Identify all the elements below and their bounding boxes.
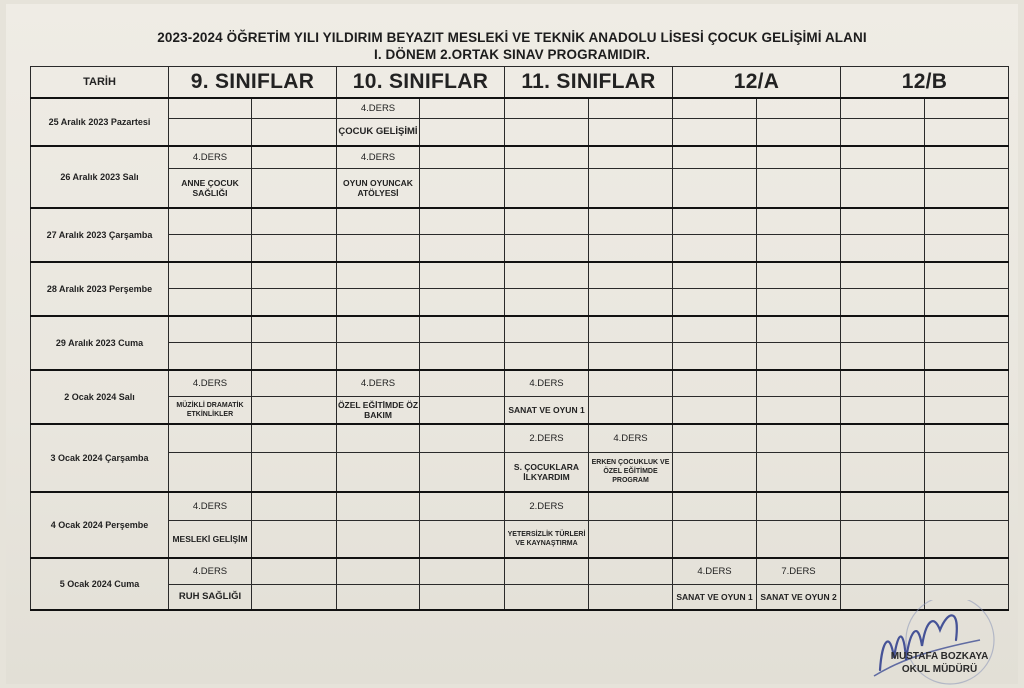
lesson-period-cell (673, 492, 757, 520)
subject-cell (337, 452, 420, 492)
subject-cell (252, 520, 337, 558)
lesson-period-cell (337, 316, 420, 342)
subject-cell (925, 288, 1009, 316)
subject-cell: ÇOCUK GELİŞİMİ (337, 118, 420, 146)
subject-cell (169, 118, 252, 146)
document-subtitle: I. DÖNEM 2.ORTAK SINAV PROGRAMIDIR. (373, 47, 650, 62)
lesson-period-cell: 4.DERS (169, 558, 252, 584)
subject-cell (757, 118, 841, 146)
lesson-period-cell (420, 370, 505, 396)
subject-cell (337, 584, 420, 610)
lesson-period-cell (589, 558, 673, 584)
lesson-period-cell (841, 424, 925, 452)
lesson-period-cell (925, 492, 1009, 520)
subject-cell (505, 168, 589, 208)
lesson-period-cell (505, 316, 589, 342)
subject-cell: S. ÇOCUKLARA İLKYARDIM (505, 452, 589, 492)
subject-cell (673, 118, 757, 146)
subject-cell (841, 168, 925, 208)
subject-cell (420, 118, 505, 146)
subject-cell (841, 452, 925, 492)
subject-cell (841, 234, 925, 262)
subject-cell (757, 168, 841, 208)
subject-cell (757, 234, 841, 262)
subject-cell (757, 342, 841, 370)
subject-cell (673, 396, 757, 424)
lesson-period-cell: 4.DERS (169, 492, 252, 520)
lesson-period-cell (925, 316, 1009, 342)
lesson-period-cell (925, 262, 1009, 288)
subject-cell (252, 288, 337, 316)
date-cell: 2 Ocak 2024 Salı (31, 370, 169, 424)
lesson-period-cell (673, 208, 757, 234)
lesson-period-cell (673, 424, 757, 452)
principal-name: MUSTAFA BOZKAYA (890, 651, 989, 662)
header-class-12b: 12/B (841, 67, 1009, 99)
day-row-bottom (31, 396, 1009, 424)
subject-cell (589, 168, 673, 208)
subject-cell (925, 168, 1009, 208)
date-cell: 3 Ocak 2024 Çarşamba (31, 424, 169, 492)
subject-cell (757, 288, 841, 316)
date-cell: 26 Aralık 2023 Salı (31, 146, 169, 208)
subject-cell (757, 396, 841, 424)
lesson-period-cell (420, 98, 505, 118)
subject-cell (925, 118, 1009, 146)
subject-cell (841, 342, 925, 370)
lesson-period-cell: 4.DERS (337, 146, 420, 168)
subject-cell (925, 234, 1009, 262)
day-row-bottom (31, 234, 1009, 262)
lesson-period-cell (673, 316, 757, 342)
day-row-top (31, 558, 1009, 584)
lesson-period-cell (169, 98, 252, 118)
subject-cell (252, 168, 337, 208)
lesson-period-cell (841, 492, 925, 520)
lesson-period-cell (505, 208, 589, 234)
lesson-period-cell (420, 316, 505, 342)
lesson-period-cell (169, 316, 252, 342)
subject-cell (673, 520, 757, 558)
date-cell: 5 Ocak 2024 Cuma (31, 558, 169, 610)
subject-cell (420, 168, 505, 208)
day-row-top (31, 492, 1009, 520)
subject-cell (420, 520, 505, 558)
subject-cell (252, 234, 337, 262)
day-row-bottom (31, 452, 1009, 492)
lesson-period-cell (505, 146, 589, 168)
subject-cell (925, 342, 1009, 370)
day-row-top (31, 208, 1009, 234)
subject-cell (925, 520, 1009, 558)
subject-cell (420, 396, 505, 424)
subject-cell: YETERSİZLİK TÜRLERİ VE KAYNAŞTIRMA (505, 520, 589, 558)
subject-cell (673, 342, 757, 370)
lesson-period-cell (505, 98, 589, 118)
lesson-period-cell (589, 262, 673, 288)
signature-block (872, 650, 1007, 676)
lesson-period-cell (757, 370, 841, 396)
lesson-period-cell: 2.DERS (505, 424, 589, 452)
subject-cell (420, 584, 505, 610)
lesson-period-cell (757, 98, 841, 118)
subject-cell (505, 584, 589, 610)
day-row-top (31, 98, 1009, 118)
lesson-period-cell (757, 316, 841, 342)
header-class-11: 11. SINIFLAR (505, 67, 673, 99)
subject-cell (505, 288, 589, 316)
lesson-period-cell (252, 146, 337, 168)
lesson-period-cell (673, 262, 757, 288)
day-row-bottom (31, 288, 1009, 316)
lesson-period-cell (589, 316, 673, 342)
subject-cell (169, 288, 252, 316)
lesson-period-cell (589, 146, 673, 168)
lesson-period-cell (420, 424, 505, 452)
subject-cell (420, 234, 505, 262)
lesson-period-cell (925, 208, 1009, 234)
date-cell: 29 Aralık 2023 Cuma (31, 316, 169, 370)
lesson-period-cell (757, 424, 841, 452)
subject-cell: SANAT VE OYUN 1 (505, 396, 589, 424)
lesson-period-cell (673, 370, 757, 396)
header-tarih: TARİH (31, 67, 169, 99)
subject-cell (337, 288, 420, 316)
day-row-bottom (31, 168, 1009, 208)
lesson-period-cell (925, 558, 1009, 584)
lesson-period-cell: 4.DERS (337, 370, 420, 396)
subject-cell (337, 520, 420, 558)
subject-cell (505, 118, 589, 146)
lesson-period-cell (505, 558, 589, 584)
lesson-period-cell (841, 262, 925, 288)
date-cell: 4 Ocak 2024 Perşembe (31, 492, 169, 558)
day-row-top (31, 424, 1009, 452)
lesson-period-cell (757, 492, 841, 520)
subject-cell (589, 288, 673, 316)
lesson-period-cell (925, 370, 1009, 396)
day-row-bottom (31, 520, 1009, 558)
lesson-period-cell: 4.DERS (589, 424, 673, 452)
day-row-bottom (31, 342, 1009, 370)
lesson-period-cell (505, 262, 589, 288)
subject-cell: MÜZİKLİ DRAMATİK ETKİNLİKLER (169, 396, 252, 424)
date-cell: 28 Aralık 2023 Perşembe (31, 262, 169, 316)
lesson-period-cell (757, 208, 841, 234)
lesson-period-cell (841, 316, 925, 342)
subject-cell (589, 396, 673, 424)
day-row-top (31, 146, 1009, 168)
lesson-period-cell (252, 262, 337, 288)
lesson-period-cell (673, 98, 757, 118)
subject-cell (505, 234, 589, 262)
subject-cell (252, 342, 337, 370)
lesson-period-cell: 4.DERS (169, 146, 252, 168)
subject-cell (673, 168, 757, 208)
subject-cell: RUH SAĞLIĞI (169, 584, 252, 610)
lesson-period-cell (337, 558, 420, 584)
lesson-period-cell (589, 208, 673, 234)
lesson-period-cell (841, 98, 925, 118)
subject-cell (673, 234, 757, 262)
subject-cell: MESLEKİ GELİŞİM (169, 520, 252, 558)
subject-cell (169, 342, 252, 370)
document-title: 2023-2024 ÖĞRETİM YILI YILDIRIM BEYAZIT MESLEKİ VE TEKNİK ANADOLU LİSESİ ÇOCUK GELİŞİMİ ALANI (157, 30, 867, 45)
subject-cell (757, 452, 841, 492)
lesson-period-cell: 4.DERS (673, 558, 757, 584)
lesson-period-cell (169, 208, 252, 234)
subject-cell (337, 342, 420, 370)
principal-role: OKUL MÜDÜRÜ (901, 664, 978, 675)
subject-cell (589, 342, 673, 370)
lesson-period-cell (841, 208, 925, 234)
day-row-bottom (31, 118, 1009, 146)
lesson-period-cell (252, 558, 337, 584)
subject-cell: OYUN OYUNCAK ATÖLYESİ (337, 168, 420, 208)
subject-cell (252, 118, 337, 146)
subject-cell (925, 396, 1009, 424)
subject-cell (505, 342, 589, 370)
subject-cell (169, 234, 252, 262)
day-row-top (31, 316, 1009, 342)
day-row-top (31, 262, 1009, 288)
lesson-period-cell (841, 558, 925, 584)
lesson-period-cell: 4.DERS (337, 98, 420, 118)
lesson-period-cell (420, 208, 505, 234)
lesson-period-cell (925, 146, 1009, 168)
subject-cell (841, 520, 925, 558)
lesson-period-cell (252, 98, 337, 118)
date-cell: 27 Aralık 2023 Çarşamba (31, 208, 169, 262)
subject-cell (337, 234, 420, 262)
subject-cell (841, 396, 925, 424)
subject-cell (673, 288, 757, 316)
subject-cell (589, 118, 673, 146)
lesson-period-cell (252, 492, 337, 520)
exam-schedule-table (30, 66, 1009, 611)
lesson-period-cell (337, 262, 420, 288)
subject-cell (252, 396, 337, 424)
date-cell: 25 Aralık 2023 Pazartesi (31, 98, 169, 146)
subject-cell: SANAT VE OYUN 1 (673, 584, 757, 610)
lesson-period-cell (337, 492, 420, 520)
header-row (31, 67, 1009, 99)
lesson-period-cell (169, 424, 252, 452)
lesson-period-cell (252, 370, 337, 396)
lesson-period-cell (420, 492, 505, 520)
lesson-period-cell: 4.DERS (169, 370, 252, 396)
lesson-period-cell (252, 424, 337, 452)
lesson-period-cell (589, 370, 673, 396)
lesson-period-cell (420, 262, 505, 288)
lesson-period-cell: 7.DERS (757, 558, 841, 584)
lesson-period-cell (589, 492, 673, 520)
subject-cell (169, 452, 252, 492)
lesson-period-cell (337, 208, 420, 234)
subject-cell: SANAT VE OYUN 2 (757, 584, 841, 610)
lesson-period-cell (925, 98, 1009, 118)
subject-cell (925, 452, 1009, 492)
lesson-period-cell (757, 262, 841, 288)
lesson-period-cell (252, 316, 337, 342)
lesson-period-cell (841, 146, 925, 168)
header-class-9: 9. SINIFLAR (169, 67, 337, 99)
lesson-period-cell: 4.DERS (505, 370, 589, 396)
subject-cell (420, 342, 505, 370)
subject-cell: ERKEN ÇOCUKLUK VE ÖZEL EĞİTİMDE PROGRAM (589, 452, 673, 492)
subject-cell (757, 520, 841, 558)
subject-cell (420, 452, 505, 492)
lesson-period-cell (757, 146, 841, 168)
subject-cell (589, 234, 673, 262)
header-class-12a: 12/A (673, 67, 841, 99)
subject-cell (841, 118, 925, 146)
lesson-period-cell (169, 262, 252, 288)
lesson-period-cell (420, 558, 505, 584)
subject-cell (589, 520, 673, 558)
lesson-period-cell (420, 146, 505, 168)
lesson-period-cell: 2.DERS (505, 492, 589, 520)
subject-cell (252, 452, 337, 492)
lesson-period-cell (841, 370, 925, 396)
lesson-period-cell (252, 208, 337, 234)
lesson-period-cell (589, 98, 673, 118)
lesson-period-cell (673, 146, 757, 168)
day-row-top (31, 370, 1009, 396)
lesson-period-cell (925, 424, 1009, 452)
subject-cell: ÖZEL EĞİTİMDE ÖZ BAKIM (337, 396, 420, 424)
subject-cell (252, 584, 337, 610)
subject-cell (673, 452, 757, 492)
header-class-10: 10. SINIFLAR (337, 67, 505, 99)
subject-cell (589, 584, 673, 610)
lesson-period-cell (337, 424, 420, 452)
subject-cell (841, 288, 925, 316)
subject-cell (420, 288, 505, 316)
subject-cell: ANNE ÇOCUK SAĞLIĞI (169, 168, 252, 208)
